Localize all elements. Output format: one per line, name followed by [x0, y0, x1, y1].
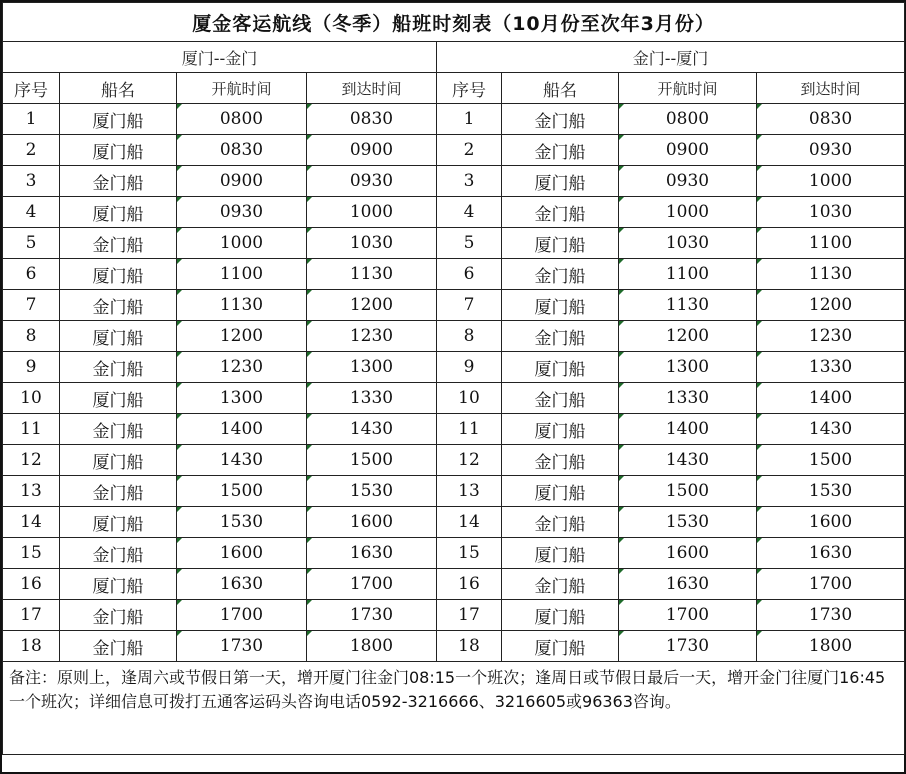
row-number: 18 — [437, 631, 502, 662]
table-row — [3, 135, 905, 166]
arrival-time: 1130 — [757, 259, 905, 290]
arrival-time: 1130 — [307, 259, 437, 290]
departure-time: 1700 — [177, 600, 307, 631]
table-row — [3, 538, 905, 569]
departure-time: 1130 — [619, 290, 757, 321]
ship-name: 金门船 — [502, 445, 619, 476]
ship-name: 厦门船 — [502, 290, 619, 321]
departure-time: 1600 — [177, 538, 307, 569]
row-number: 7 — [3, 290, 60, 321]
row-number: 2 — [3, 135, 60, 166]
ship-name: 金门船 — [60, 600, 177, 631]
arrival-time: 1100 — [757, 228, 905, 259]
arrival-time: 1200 — [757, 290, 905, 321]
arrival-time: 1330 — [307, 383, 437, 414]
row-number: 14 — [3, 507, 60, 538]
ship-name: 厦门船 — [60, 197, 177, 228]
table-row — [3, 104, 905, 135]
arrival-time: 1200 — [307, 290, 437, 321]
ship-name: 厦门船 — [502, 600, 619, 631]
departure-time: 1300 — [177, 383, 307, 414]
ship-name: 金门船 — [60, 290, 177, 321]
departure-time: 1730 — [177, 631, 307, 662]
column-header-depart: 开航时间 — [619, 73, 757, 104]
ship-name: 金门船 — [60, 631, 177, 662]
row-number: 3 — [437, 166, 502, 197]
row-number: 8 — [437, 321, 502, 352]
table-row — [3, 321, 905, 352]
ship-name: 金门船 — [502, 197, 619, 228]
table-row — [3, 259, 905, 290]
arrival-time: 1500 — [307, 445, 437, 476]
arrival-time: 1530 — [757, 476, 905, 507]
departure-time: 1500 — [177, 476, 307, 507]
departure-time: 1430 — [619, 445, 757, 476]
departure-time: 1700 — [619, 600, 757, 631]
arrival-time: 1430 — [307, 414, 437, 445]
column-header-no: 序号 — [437, 73, 502, 104]
arrival-time: 1230 — [757, 321, 905, 352]
ship-name: 厦门船 — [502, 631, 619, 662]
departure-time: 0930 — [619, 166, 757, 197]
row-number: 9 — [3, 352, 60, 383]
departure-time: 1500 — [619, 476, 757, 507]
row-number: 14 — [437, 507, 502, 538]
arrival-time: 1700 — [307, 569, 437, 600]
arrival-time: 0830 — [757, 104, 905, 135]
departure-time: 1630 — [619, 569, 757, 600]
departure-time: 1100 — [177, 259, 307, 290]
arrival-time: 1030 — [307, 228, 437, 259]
arrival-time: 1000 — [307, 197, 437, 228]
ship-name: 厦门船 — [60, 104, 177, 135]
ship-name: 厦门船 — [502, 538, 619, 569]
departure-time: 1000 — [619, 197, 757, 228]
arrival-time: 1530 — [307, 476, 437, 507]
table-row — [3, 383, 905, 414]
ship-name: 金门船 — [502, 383, 619, 414]
ship-name: 厦门船 — [60, 383, 177, 414]
departure-time: 0900 — [177, 166, 307, 197]
row-number: 11 — [3, 414, 60, 445]
departure-time: 1600 — [619, 538, 757, 569]
row-number: 12 — [3, 445, 60, 476]
departure-time: 1200 — [177, 321, 307, 352]
departure-time: 1630 — [177, 569, 307, 600]
arrival-time: 0930 — [307, 166, 437, 197]
arrival-time: 1300 — [307, 352, 437, 383]
departure-time: 0830 — [177, 135, 307, 166]
ship-name: 金门船 — [502, 507, 619, 538]
ship-name: 厦门船 — [502, 352, 619, 383]
table-row — [3, 631, 905, 662]
column-header-depart: 开航时间 — [177, 73, 307, 104]
arrival-time: 1600 — [307, 507, 437, 538]
ship-name: 厦门船 — [60, 569, 177, 600]
table-row — [3, 228, 905, 259]
arrival-time: 1800 — [307, 631, 437, 662]
row-number: 2 — [437, 135, 502, 166]
route-header-kinmen-to-xiamen: 金门--厦门 — [437, 42, 905, 73]
table-row — [3, 507, 905, 538]
table-row — [3, 600, 905, 631]
ship-name: 金门船 — [502, 259, 619, 290]
ferry-timetable — [2, 2, 905, 755]
column-header-ship: 船名 — [502, 73, 619, 104]
row-number: 16 — [437, 569, 502, 600]
ship-name: 厦门船 — [60, 507, 177, 538]
ship-name: 金门船 — [60, 476, 177, 507]
ship-name: 厦门船 — [60, 259, 177, 290]
ship-name: 金门船 — [60, 166, 177, 197]
departure-time: 1300 — [619, 352, 757, 383]
row-number: 3 — [3, 166, 60, 197]
table-row — [3, 414, 905, 445]
row-number: 10 — [3, 383, 60, 414]
column-header-arrive: 到达时间 — [757, 73, 905, 104]
arrival-time: 1630 — [757, 538, 905, 569]
notes: 备注：原则上，逢周六或节假日第一天，增开厦门往金门08:15一个班次；逢周日或节假日最后一天，增开金门往厦门16:45一个班次；详细信息可拨打五通客运码头咨询电话0592-3216666、3216605或96363咨询。 — [3, 662, 905, 755]
ship-name: 厦门船 — [60, 135, 177, 166]
column-header-arrive: 到达时间 — [307, 73, 437, 104]
table-row — [3, 166, 905, 197]
row-number: 17 — [437, 600, 502, 631]
ship-name: 金门船 — [60, 538, 177, 569]
ship-name: 厦门船 — [502, 414, 619, 445]
row-number: 11 — [437, 414, 502, 445]
arrival-time: 1730 — [757, 600, 905, 631]
departure-time: 1530 — [177, 507, 307, 538]
ship-name: 金门船 — [502, 104, 619, 135]
ship-name: 金门船 — [502, 569, 619, 600]
ship-name: 厦门船 — [60, 445, 177, 476]
row-number: 5 — [3, 228, 60, 259]
table-row — [3, 197, 905, 228]
column-header-ship: 船名 — [60, 73, 177, 104]
departure-time: 1030 — [619, 228, 757, 259]
departure-time: 1130 — [177, 290, 307, 321]
ship-name: 金门船 — [502, 135, 619, 166]
departure-time: 1730 — [619, 631, 757, 662]
row-number: 16 — [3, 569, 60, 600]
row-number: 13 — [3, 476, 60, 507]
table-row — [3, 352, 905, 383]
row-number: 13 — [437, 476, 502, 507]
row-number: 7 — [437, 290, 502, 321]
row-number: 12 — [437, 445, 502, 476]
table-row — [3, 290, 905, 321]
row-number: 15 — [437, 538, 502, 569]
departure-time: 0900 — [619, 135, 757, 166]
departure-time: 1000 — [177, 228, 307, 259]
row-number: 8 — [3, 321, 60, 352]
departure-time: 0800 — [619, 104, 757, 135]
ship-name: 厦门船 — [502, 166, 619, 197]
arrival-time: 1800 — [757, 631, 905, 662]
arrival-time: 0900 — [307, 135, 437, 166]
arrival-time: 1000 — [757, 166, 905, 197]
ship-name: 厦门船 — [502, 476, 619, 507]
arrival-time: 1230 — [307, 321, 437, 352]
table-row — [3, 476, 905, 507]
departure-time: 1200 — [619, 321, 757, 352]
arrival-time: 1630 — [307, 538, 437, 569]
ship-name: 金门船 — [60, 414, 177, 445]
row-number: 6 — [437, 259, 502, 290]
departure-time: 1530 — [619, 507, 757, 538]
ship-name: 金门船 — [60, 352, 177, 383]
route-header-xiamen-to-kinmen: 厦门--金门 — [3, 42, 437, 73]
ship-name: 金门船 — [502, 321, 619, 352]
departure-time: 1230 — [177, 352, 307, 383]
row-number: 10 — [437, 383, 502, 414]
departure-time: 1400 — [619, 414, 757, 445]
row-number: 1 — [3, 104, 60, 135]
departure-time: 0800 — [177, 104, 307, 135]
departure-time: 1330 — [619, 383, 757, 414]
arrival-time: 1430 — [757, 414, 905, 445]
arrival-time: 1500 — [757, 445, 905, 476]
row-number: 4 — [437, 197, 502, 228]
ship-name: 金门船 — [60, 228, 177, 259]
arrival-time: 0930 — [757, 135, 905, 166]
page-title: 厦金客运航线（冬季）船班时刻表（10月份至次年3月份） — [3, 3, 905, 42]
row-number: 5 — [437, 228, 502, 259]
row-number: 9 — [437, 352, 502, 383]
arrival-time: 1700 — [757, 569, 905, 600]
departure-time: 1430 — [177, 445, 307, 476]
table-row — [3, 445, 905, 476]
column-header-no: 序号 — [3, 73, 60, 104]
row-number: 4 — [3, 197, 60, 228]
arrival-time: 1730 — [307, 600, 437, 631]
departure-time: 1400 — [177, 414, 307, 445]
arrival-time: 1030 — [757, 197, 905, 228]
ship-name: 厦门船 — [502, 228, 619, 259]
row-number: 6 — [3, 259, 60, 290]
arrival-time: 1400 — [757, 383, 905, 414]
ship-name: 厦门船 — [60, 321, 177, 352]
row-number: 1 — [437, 104, 502, 135]
arrival-time: 1330 — [757, 352, 905, 383]
row-number: 17 — [3, 600, 60, 631]
departure-time: 0930 — [177, 197, 307, 228]
row-number: 15 — [3, 538, 60, 569]
departure-time: 1100 — [619, 259, 757, 290]
table-row — [3, 569, 905, 600]
arrival-time: 1600 — [757, 507, 905, 538]
row-number: 18 — [3, 631, 60, 662]
arrival-time: 0830 — [307, 104, 437, 135]
